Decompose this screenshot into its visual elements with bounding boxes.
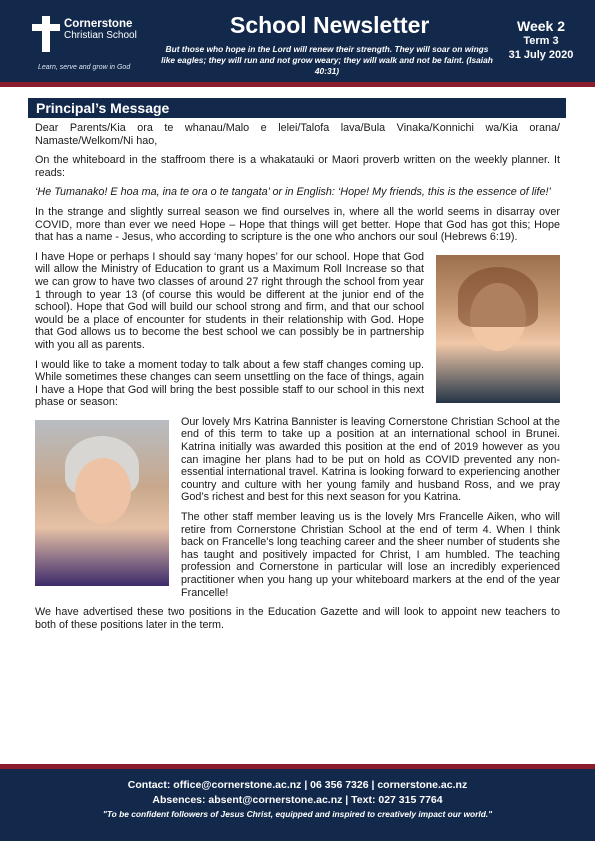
absences-label: Absences: <box>152 794 209 806</box>
mission-statement: "To be confident followers of Jesus Christ, equipped and inspired to creatively impact our world." <box>102 809 493 819</box>
paragraph: In the strange and slightly surreal season we find ourselves in, where all the world seems in disarray over COVID, more than ever we need Hope – Hope that things will get better. Hope that God has got this; Hope that has a name - Jesus, who according to scripture is the one who anchors our soul (Hebrews 6:19). <box>35 205 560 244</box>
issue-info <box>501 18 581 62</box>
paragraph: On the whiteboard in the staffroom there is a whakatauki or Maori proverb written on the weekly planner. It reads: <box>35 154 560 179</box>
issue-date: 31 July 2020 <box>508 49 574 61</box>
paragraph: The other staff member leaving us is the lovely Mrs Francelle Aiken, who will retire from Cornerstone Christian School at the end of term 4. When I think back on Francelle’s long teaching career and the sheer number of students she has taught and positively impacted for Christ, I am humbled. The teaching profession and Cornerstone in particular will lose an incredibly experienced practitioner when you hang up your whiteboard markers at the end of the year Francelle! <box>181 511 560 599</box>
newsletter-title: School Newsletter <box>230 12 430 38</box>
school-subtitle: Christian School <box>64 30 137 41</box>
principal-photo <box>436 255 560 403</box>
contact-label: Contact: <box>127 779 174 791</box>
cross-icon <box>32 16 60 52</box>
school-logo[interactable] <box>28 14 178 74</box>
contact-line <box>0 779 595 791</box>
header-stripe <box>0 82 595 87</box>
paragraph: Our lovely Mrs Katrina Bannister is leaving Cornerstone Christian School at the end of this term to take up a position at an international school in Brunei. Katrina initially was awarded this position at the end of 2019 however as you can imagine her plans had to be put on hold as COVID prevented any non-essential international travel. Katrina is looking forward to experiencing another country and culture with her young family and husband Ross, and we pray God’s richest and best for this next season for you Katrina. <box>181 415 560 504</box>
footer <box>0 769 595 841</box>
absences-line <box>0 794 595 806</box>
paragraph: We have advertised these two positions in the Education Gazette and will look to appoint new teachers to both of these positions later in the term. <box>35 606 560 631</box>
section-title: Principal’s Message <box>36 100 170 116</box>
section-heading-bar <box>28 98 566 118</box>
greeting-paragraph: Dear Parents/Kia ora te whanau/Malo e lelei/Talofa lava/Bula Vinaka/Konnichi wa/Kia orana/ Namaste/Welkom/Ni hao, <box>35 122 560 147</box>
header <box>0 0 595 82</box>
contact-details[interactable]: office@cornerstone.ac.nz | 06 356 7326 | cornerstone.ac.nz <box>173 779 468 791</box>
school-motto: Learn, serve and grow in God <box>38 64 131 71</box>
staff-photo <box>35 420 169 586</box>
week-label: Week 2 <box>517 18 565 34</box>
paragraph: I have Hope or perhaps I should say ‘many hopes’ for our school. Hope that God will allow the Ministry of Education to grant us a Maximum Roll Increase so that we can grow to have two classes of around 27 right through the school from year 1 through to year 13 (of course this would be different at the junior end of the school). Hope that God will build our school strong and firm, and that our school would be a place of encounter for students in their relationship with God. Hope that God allows us to become the best school we can possibly be in partnership with you all as parents. <box>35 250 424 351</box>
school-name: Cornerstone <box>64 18 133 30</box>
absences-details[interactable]: absent@cornerstone.ac.nz | Text: 027 315 7764 <box>208 794 443 806</box>
article-body <box>35 122 560 638</box>
paragraph: I would like to take a moment today to talk about a few staff changes coming up. While sometimes these changes can seem unsettling on the face of things, again I have a Hope that God will bring the best possible staff to our school in this next phase or season: <box>35 358 424 409</box>
header-verse: But those who hope in the Lord will renew their strength. They will soar on wings like eagles; they will run and not grow weary; they will walk and not be faint. (Isaiah 40:31) <box>161 44 493 76</box>
term-label: Term 3 <box>523 35 559 47</box>
proverb-paragraph: ‘He Tumanako! E hoa ma, ina te ora o te tangata’ or in English: ‘Hope! My friends, this is the essence of life!’ <box>35 186 551 199</box>
